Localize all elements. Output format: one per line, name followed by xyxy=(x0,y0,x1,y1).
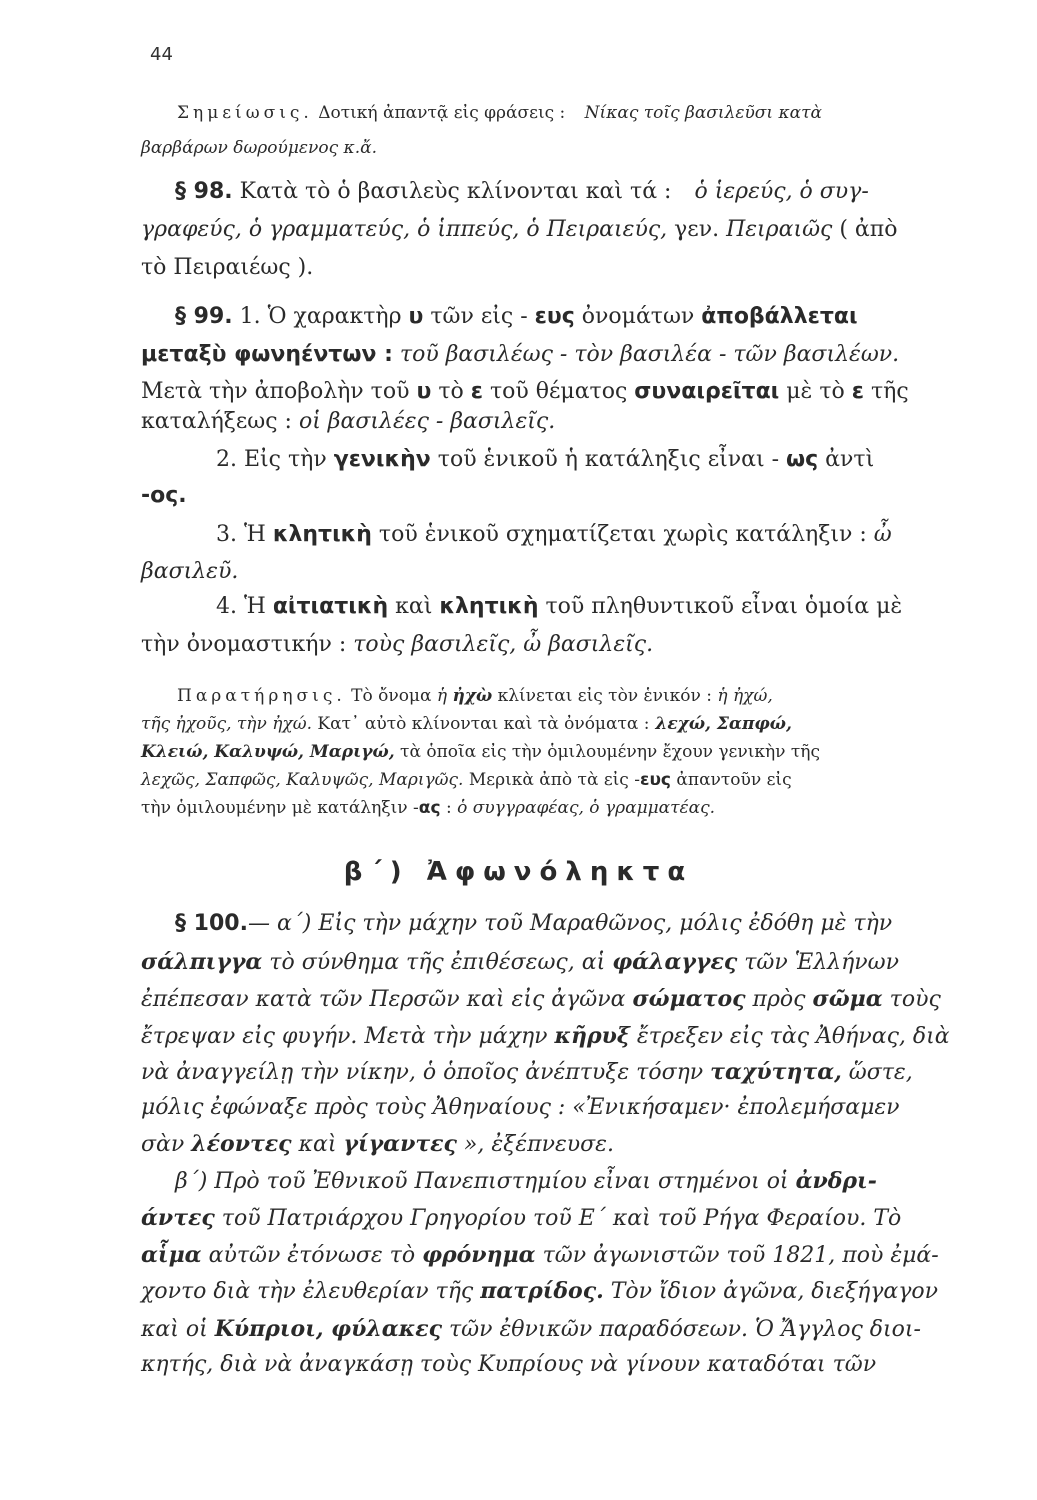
s100-line-10: αἷμα αὐτῶν ἐτόνωσε τὸ φρόνημα τῶν ἀγωνιστῶν τοῦ 1821, ποὺ ἐμά- xyxy=(141,1242,939,1268)
s99-line-4: καταλήξεως : οἱ βασιλέες - βασιλεῖς. xyxy=(141,409,556,434)
s100-line-8: β΄) Πρὸ τοῦ Ἐθνικοῦ Πανεπιστημίου εἶναι στημένοι οἱ ἀνδρι- xyxy=(175,1168,877,1194)
s99-line-1: § 99. 1. Ὁ χαρακτὴρ υ τῶν εἰς - ευς ὀνομάτων ἀποβάλλεται xyxy=(175,304,858,329)
remark-line-5: τὴν ὁμιλουμένην μὲ κατάληξιν -ας : ὁ συγγραφέας, ὁ γραμματέας. xyxy=(141,798,716,818)
s99-item-2-cont: -ος. xyxy=(141,483,187,508)
s100-line-5: νὰ ἀναγγείλῃ τὴν νίκην, ὁ ὁποῖος ἀνέπτυξε τόσην ταχύτητα, ὥστε, xyxy=(141,1059,913,1085)
s98-line-2: γραφεύς, ὁ γραμματεύς, ὁ ἱππεύς, ὁ Πειραιεύς, γεν. Πειραιῶς ( ἀπὸ xyxy=(141,217,898,242)
s99-item-4-cont: τὴν ὀνομαστικήν : τοὺς βασιλεῖς, ὦ βασιλεῖς. xyxy=(141,632,654,657)
s99-item-3-cont: βασιλεῦ. xyxy=(141,559,239,584)
remark-line-2: τῆς ἠχοῦς, τὴν ἠχώ. Κατ᾽ αὐτὸ κλίνονται καὶ τὰ ὀνόματα : λεχώ, Σαπφώ, xyxy=(141,714,792,734)
note-label: Σημείωσις. xyxy=(177,103,313,123)
section-99-number: § 99. xyxy=(175,304,233,329)
s98-line-3: τὸ Πειραιέως ). xyxy=(141,255,314,280)
s100-line-7: σὰν λέοντες καὶ γίγαντες », ἐξέπνευσε. xyxy=(141,1131,614,1157)
s98-line-1: § 98. Κατὰ τὸ ὁ βασιλεὺς κλίνονται καὶ τά : ὁ ἱερεύς, ὁ συγ- xyxy=(175,179,869,204)
s99-item-2: 2. Εἰς τὴν γενικὴν τοῦ ἑνικοῦ ἡ κατάληξις εἶναι - ως ἀντὶ xyxy=(216,447,875,472)
remark-line-1: Παρατήρησις. Τὸ ὄνομα ἡ ἠχὼ κλίνεται εἰς τὸν ἑνικόν : ἡ ἠχώ, xyxy=(177,686,773,706)
s100-line-12: καὶ οἱ Κύπριοι, φύλακες τῶν ἐθνικῶν παραδόσεων. Ὁ Ἄγγλος διοι- xyxy=(141,1316,921,1342)
s99-line-3: Μετὰ τὴν ἀποβολὴν τοῦ υ τὸ ε τοῦ θέματος συναιρεῖται μὲ τὸ ε τῆς xyxy=(141,379,909,404)
s99-item-3: 3. Ἡ κλητικὴ τοῦ ἑνικοῦ σχηματίζεται χωρὶς κατάληξιν : ὦ xyxy=(216,522,892,547)
s100-line-9: άντες τοῦ Πατριάρχου Γρηγορίου τοῦ Ε΄ καὶ τοῦ Ρήγα Φεραίου. Τὸ xyxy=(141,1205,902,1231)
note-line-2: βαρβάρων δωρούμενος κ.ἄ. xyxy=(141,138,377,158)
section-98-number: § 98. xyxy=(175,179,233,204)
s99-line-2: μεταξὺ φωνηέντων : τοῦ βασιλέως - τὸν βασιλέα - τῶν βασιλέων. xyxy=(141,342,900,367)
s100-line-2: σάλπιγγα τὸ σύνθημα τῆς ἐπιθέσεως, αἱ φάλαγγες τῶν Ἑλλήνων xyxy=(141,949,899,975)
remark-line-4: λεχῶς, Σαπφῶς, Καλυψῶς, Μαριγῶς. Μερικὰ ἀπὸ τὰ εἰς -ευς ἀπαντοῦν εἰς xyxy=(141,770,792,790)
s100-line-3: ἐπέπεσαν κατὰ τῶν Περσῶν καὶ εἰς ἀγῶνα σώματος πρὸς σῶμα τοὺς xyxy=(141,986,941,1012)
s100-line-1: § 100.— α΄) Εἰς τὴν μάχην τοῦ Μαραθῶνος, μόλις ἐδόθη μὲ τὴν xyxy=(175,911,893,936)
note-line-1: Σημείωσις. Δοτική ἀπαντᾷ εἰς φράσεις : Νίκας τοῖς βασιλεῦσι κατὰ xyxy=(177,103,822,123)
section-heading: β΄) Ἀφωνόληκτα xyxy=(343,857,694,887)
s100-line-4: ἔτρεψαν εἰς φυγήν. Μετὰ τὴν μάχην κῆρυξ ἔτρεξεν εἰς τὰς Ἀθήνας, διὰ xyxy=(141,1023,950,1049)
remark-label: Παρατήρησις. xyxy=(177,686,346,706)
remark-line-3: Κλειώ, Καλυψώ, Μαριγώ, τὰ ὁποῖα εἰς τὴν ὁμιλουμένην ἔχουν γενικὴν τῆς xyxy=(141,742,821,762)
page-number: 44 xyxy=(150,44,173,65)
section-100-number: § 100. xyxy=(175,911,248,936)
s100-line-6: μόλις ἐφώναξε πρὸς τοὺς Ἀθηναίους : «Ἐνικήσαμεν· ἐπολεμήσαμεν xyxy=(141,1095,900,1120)
s99-item-4: 4. Ἡ αἰτιατικὴ καὶ κλητικὴ τοῦ πληθυντικοῦ εἶναι ὁμοία μὲ xyxy=(216,594,903,619)
s100-line-13: κητής, διὰ νὰ ἀναγκάσῃ τοὺς Κυπρίους νὰ γίνουν καταδόται τῶν xyxy=(141,1352,877,1377)
s100-line-11: χοντο διὰ τὴν ἐλευθερίαν τῆς πατρίδος. Τὸν ἴδιον ἀγῶνα, διεξήγαγον xyxy=(141,1278,939,1304)
